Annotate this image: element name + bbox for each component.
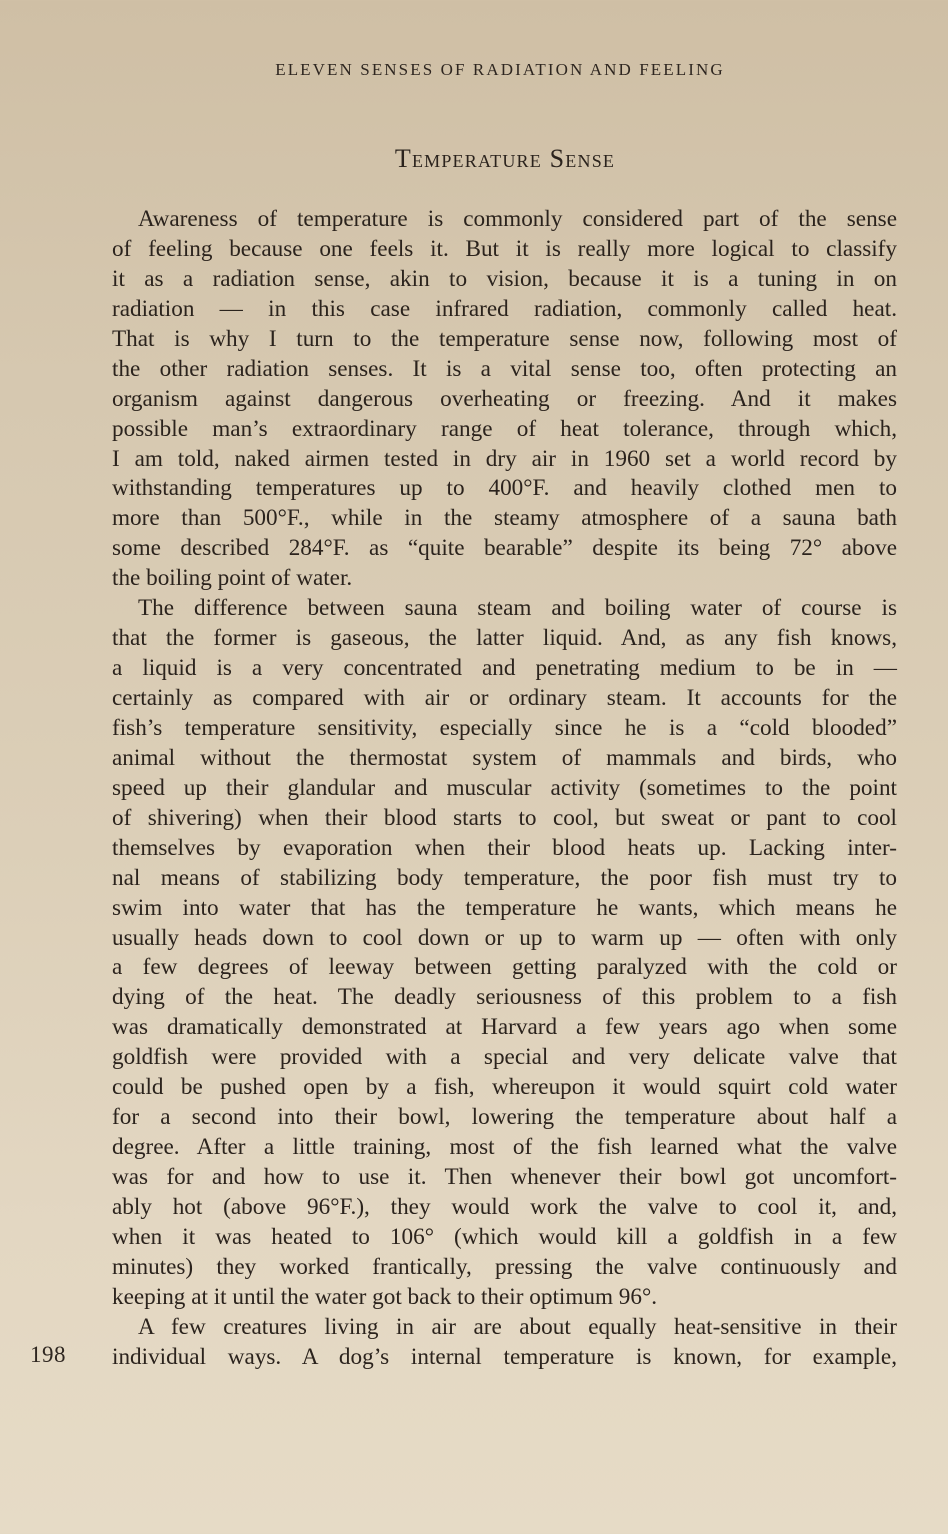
body-text [112, 205, 897, 1373]
running-head: ELEVEN SENSES OF RADIATION AND FEELING [275, 60, 725, 79]
text-line: animal without the thermostat system of mammals and birds, who [112, 744, 897, 771]
text-line: withstanding temperatures up to 400°F. and heavily clothed men to [112, 475, 897, 502]
text-line: of shivering) when their blood starts to cool, but sweat or pant to cool [112, 804, 897, 831]
text-line: a few degrees of leeway between getting paralyzed with the cold or [112, 954, 897, 981]
text-line: themselves by evaporation when their blood heats up. Lacking inter- [112, 834, 897, 861]
paragraph [112, 1313, 897, 1373]
text-line: swim into water that has the temperature he wants, which means he [112, 894, 897, 921]
text-line: more than 500°F., while in the steamy atmosphere of a sauna bath [112, 505, 897, 532]
text-line: for a second into their bowl, lowering the temperature about half a [112, 1104, 897, 1131]
text-line: speed up their glandular and muscular activity (sometimes to the point [112, 774, 897, 801]
text-line: was dramatically demonstrated at Harvard a few years ago when some [112, 1014, 897, 1041]
text-line: A few creatures living in air are about equally heat-sensitive in their [138, 1313, 897, 1340]
text-line: Awareness of temperature is commonly considered part of the sense [138, 206, 897, 232]
text-line: usually heads down to cool down or up to warm up — often with only [112, 924, 897, 951]
text-line: nal means of stabilizing body temperature, the poor fish must try to [112, 864, 897, 891]
text-line: keeping at it until the water got back to their optimum 96°. [112, 1283, 658, 1310]
text-line: the boiling point of water. [112, 565, 353, 592]
text-line: some described 284°F. as “quite bearable” despite its being 72° above [112, 535, 897, 562]
paragraph [112, 594, 897, 1313]
section-title: Temperature Sense [394, 144, 616, 173]
text-line: could be pushed open by a fish, whereupon it would squirt cold water [112, 1074, 897, 1101]
text-line: it as a radiation sense, akin to vision, because it is a tuning in on [112, 265, 897, 292]
text-line: fish’s temperature sensitivity, especially since he is a “cold blooded” [112, 714, 897, 741]
text-line: possible man’s extraordinary range of heat tolerance, through which, [112, 415, 897, 442]
text-line: radiation — in this case infrared radiation, commonly called heat. [112, 295, 897, 322]
page-number: 198 [30, 1342, 66, 1367]
text-line: organism against dangerous overheating or freezing. And it makes [112, 385, 897, 412]
text-line: goldfish were provided with a special and very delicate valve that [112, 1044, 897, 1071]
text-line: That is why I turn to the temperature sense now, following most of [112, 325, 897, 352]
text-line: certainly as compared with air or ordinary steam. It accounts for the [112, 685, 897, 711]
paragraph [112, 205, 897, 594]
text-line: The difference between sauna steam and boiling water of course is [138, 595, 897, 622]
text-line: minutes) they worked frantically, pressing the valve continuously and [112, 1253, 897, 1280]
text-line: when it was heated to 106° (which would kill a goldfish in a few [112, 1223, 897, 1250]
text-line: the other radiation senses. It is a vital sense too, often protecting an [112, 355, 897, 382]
text-line: ably hot (above 96°F.), they would work the valve to cool it, and, [112, 1193, 897, 1220]
text-line: a liquid is a very concentrated and penetrating medium to be in — [112, 655, 897, 682]
text-line: degree. After a little training, most of the fish learned what the valve [112, 1134, 897, 1161]
text-line: that the former is gaseous, the latter liquid. And, as any fish knows, [112, 625, 897, 652]
text-line: individual ways. A dog’s internal temperature is known, for example, [112, 1343, 897, 1370]
text-line: was for and how to use it. Then whenever their bowl got uncomfort- [112, 1164, 897, 1190]
text-line: of feeling because one feels it. But it is really more logical to classify [112, 235, 897, 262]
text-line: I am told, naked airmen tested in dry air in 1960 set a world record by [112, 445, 897, 472]
text-line: dying of the heat. The deadly seriousness of this problem to a fish [112, 984, 897, 1011]
